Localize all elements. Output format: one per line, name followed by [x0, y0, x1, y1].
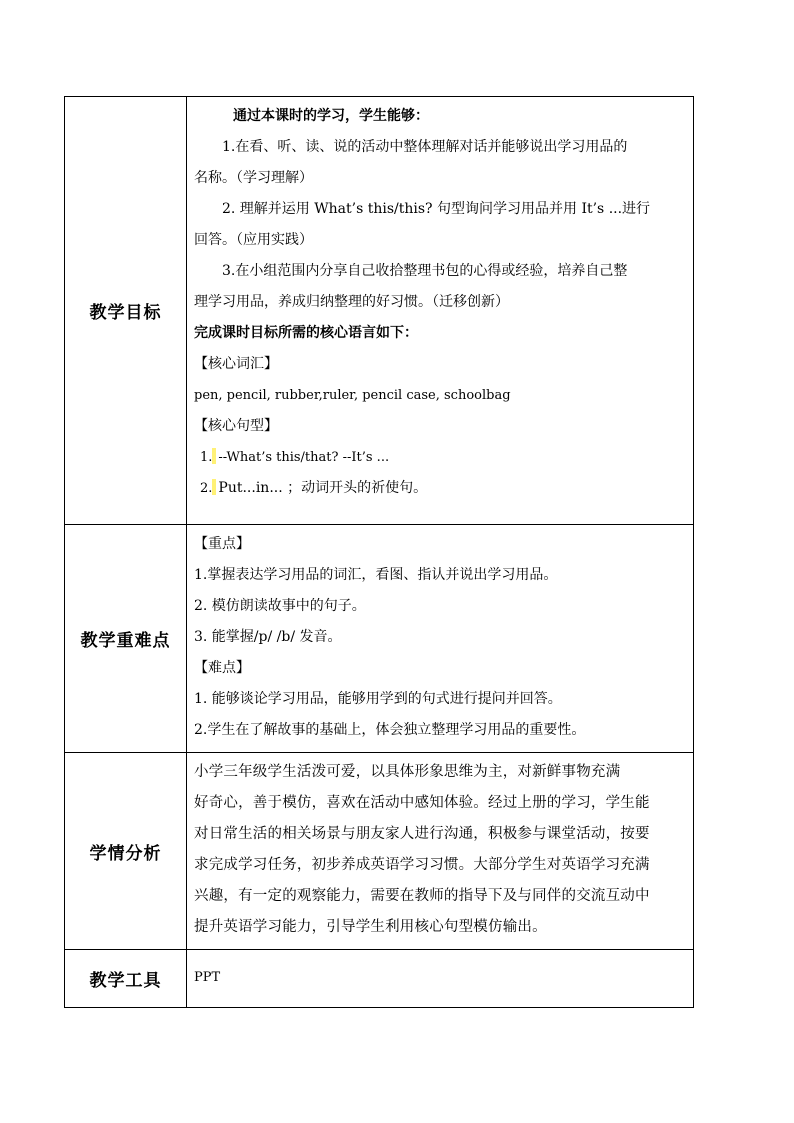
focus-item-3: 3. 能掌握/p/ /b/ 发音。	[194, 629, 342, 645]
lesson-plan-table	[64, 96, 694, 1008]
highlight-mark	[212, 479, 216, 495]
row-student-analysis	[65, 753, 694, 950]
goal-line-6: 理学习用品，养成归纳整理的好习惯。（迁移创新）	[194, 294, 509, 310]
row-teaching-tools	[65, 950, 694, 1008]
goal-line-5: 3.在小组范围内分享自己收拾整理书包的心得或经验，培养自己整	[222, 263, 628, 279]
analysis-line-4: 求完成学习任务，初步养成英语学习习惯。大部分学生对英语学习充满	[194, 857, 650, 873]
focus-title: 【重点】	[194, 536, 250, 552]
pattern-title: 【核心句型】	[194, 418, 278, 434]
difficulty-title: 【难点】	[194, 660, 250, 676]
pattern-2-text: Put...in... ；动词开头的祈使句。	[218, 480, 428, 496]
highlight-mark	[212, 448, 216, 464]
content-teaching-goals	[187, 97, 694, 525]
goal-line-2: 名称。（学习理解）	[194, 170, 313, 186]
goal-line-4: 回答。（应用实践）	[194, 232, 313, 248]
focus-item-1: 1.掌握表达学习用品的词汇，看图、指认并说出学习用品。	[194, 567, 558, 583]
difficulty-item-2: 2.学生在了解故事的基础上，体会独立整理学习用品的重要性。	[194, 722, 586, 738]
row-key-points	[65, 525, 694, 753]
analysis-line-2: 好奇心，善于模仿，喜欢在活动中感知体验。经过上册的学习，学生能	[194, 795, 650, 811]
content-key-points	[187, 525, 694, 753]
difficulty-item-1: 1. 能够谈论学习用品，能够用学到的句式进行提问并回答。	[194, 691, 562, 707]
focus-item-2: 2. 模仿朗读故事中的句子。	[194, 598, 366, 614]
goal-line-3: 2. 理解并运用 What’s this/this? 句型询问学习用品并用 It’s ...进行	[222, 201, 651, 217]
analysis-line-6: 提升英语学习能力，引导学生利用核心句型模仿输出。	[194, 919, 547, 935]
vocab-list: pen, pencil, rubber,ruler, pencil case, schoolbag	[194, 388, 511, 403]
vocab-title: 【核心词汇】	[194, 356, 278, 372]
goals-intro: 通过本课时的学习，学生能够：	[233, 108, 429, 124]
content-student-analysis	[187, 753, 694, 950]
label-student-analysis: 学情分析	[65, 753, 187, 950]
pattern-2-number: 2.	[200, 481, 213, 496]
label-key-points: 教学重难点	[65, 525, 187, 753]
pattern-1-text: --What’s this/that? --It’s ...	[218, 450, 390, 465]
pattern-1	[194, 442, 685, 473]
goal-line-1: 1.在看、听、读、说的活动中整体理解对话并能够说出学习用品的	[222, 139, 628, 155]
core-language-heading: 完成课时目标所需的核心语言如下：	[194, 325, 418, 341]
analysis-line-1: 小学三年级学生活泼可爱，以具体形象思维为主，对新鲜事物充满	[194, 764, 621, 780]
label-teaching-tools: 教学工具	[65, 950, 187, 1008]
pattern-2	[194, 473, 685, 504]
content-teaching-tools	[187, 950, 694, 1008]
row-teaching-goals	[65, 97, 694, 525]
tools-value: PPT	[194, 970, 221, 985]
analysis-line-3: 对日常生活的相关场景与朋友家人进行沟通，积极参与课堂活动，按要	[194, 826, 650, 842]
analysis-line-5: 兴趣，有一定的观察能力，需要在教师的指导下及与同伴的交流互动中	[194, 888, 650, 904]
label-teaching-goals: 教学目标	[65, 97, 187, 525]
pattern-1-number: 1.	[200, 450, 213, 465]
